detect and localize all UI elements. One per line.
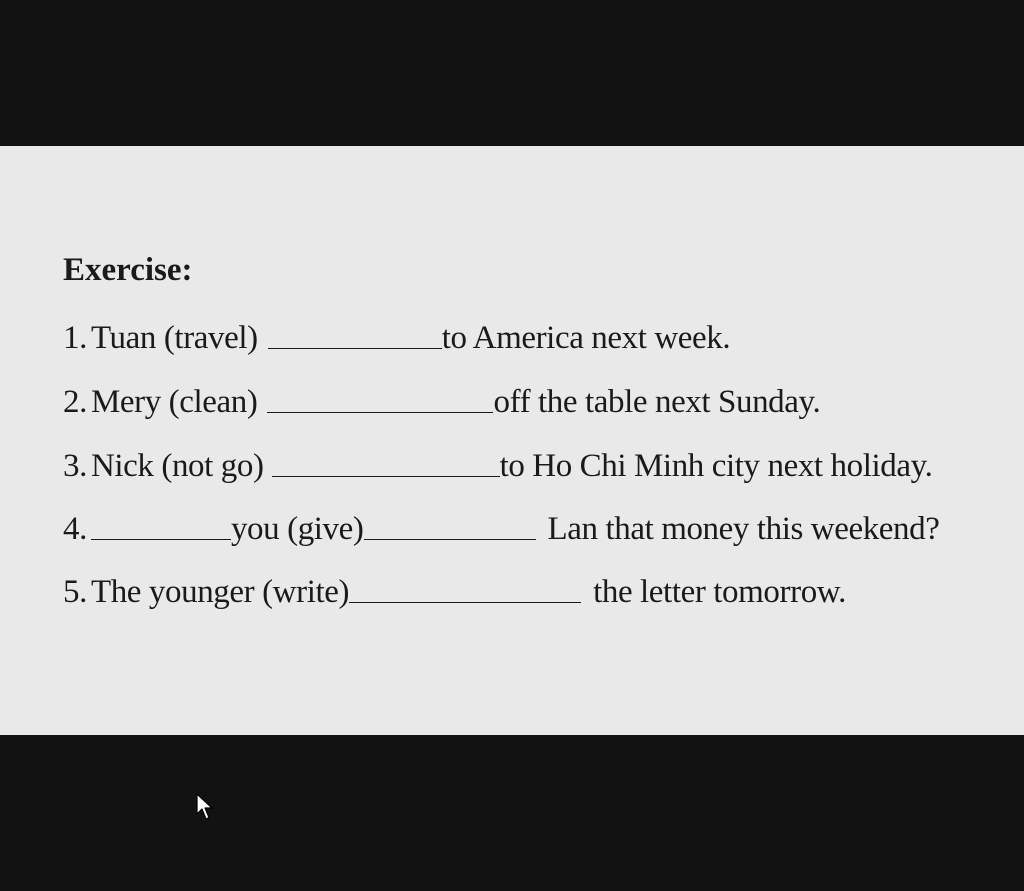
answer-blank [267, 411, 493, 413]
item-prompt: Nick (not go) [90, 448, 264, 484]
item-rest: off the table next Sunday. [493, 384, 821, 420]
answer-blank [268, 347, 442, 349]
item-number: 4. [63, 511, 87, 547]
exercise-item-2 [63, 386, 820, 419]
item-number: 1. [63, 320, 87, 356]
item-prompt: Mery (clean) [90, 384, 258, 420]
item-rest: to Ho Chi Minh city next holiday. [499, 448, 933, 484]
item-rest: to America next week. [441, 320, 731, 356]
item-prompt: The younger (write) [90, 574, 350, 610]
item-prompt: Tuan (travel) [90, 320, 258, 356]
item-number: 5. [63, 574, 87, 610]
mouse-pointer-icon [196, 793, 214, 821]
answer-blank [91, 538, 231, 540]
item-rest: the letter tomorrow. [593, 574, 846, 610]
item-number: 2. [63, 384, 87, 420]
exercise-item-5 [63, 576, 846, 609]
answer-blank [272, 475, 500, 477]
item-prompt: you (give) [230, 511, 364, 547]
exercise-sheet [0, 146, 1024, 735]
item-number: 3. [63, 448, 87, 484]
item-rest: Lan that money this weekend? [547, 511, 940, 547]
exercise-item-1 [63, 322, 730, 355]
answer-blank [364, 538, 536, 540]
top-letterbox-band [0, 0, 1024, 146]
answer-blank [349, 601, 581, 603]
bottom-letterbox-band [0, 735, 1024, 891]
exercise-heading: Exercise: [63, 252, 193, 288]
exercise-item-4 [63, 513, 940, 546]
exercise-item-3 [63, 450, 932, 483]
